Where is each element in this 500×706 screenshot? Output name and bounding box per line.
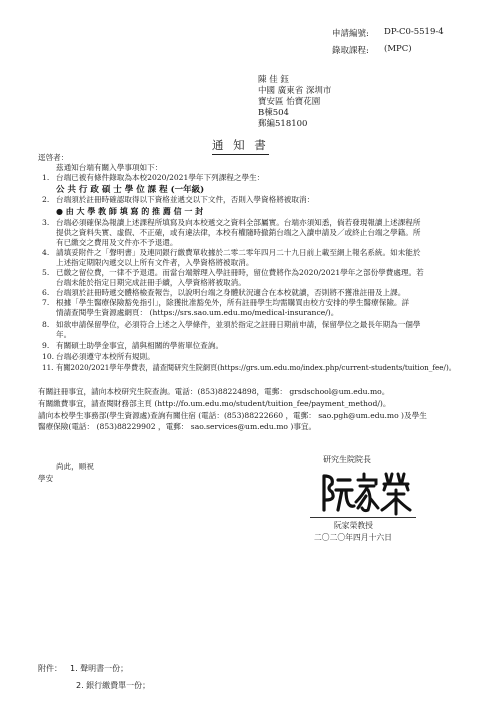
list-item: 4. 請填妥附件之「聲明書」及連同銀行繳費單收據於二零二零年四月二十九日前上載至網上報名系統。如未能於 [42,248,421,257]
admission-type: (MPC) [384,44,412,54]
list-item: 6. 台端須於註冊時遞交體格檢查報告，以說明台端之身體狀況適合在本校就讀，否則將不獲准註冊及上課。 [42,288,406,297]
list-item: 有已繳交之費用及文件亦不予退還。 [56,238,178,247]
closing-line: 尚此，順祝 [56,462,94,471]
list-item: 1. 台端已被有條件錄取為本校2020/2021學年下列課程之學生： [42,173,265,182]
list-item: 7. 根據「學生醫療保險豁免指引」，除獲批准豁免外，所有註冊學生均需購買由校方安排的學生醫療保險。詳 [42,298,410,307]
recipient-name: 陳 佳 鈺 [258,75,289,85]
list-item: 上述指定期限內遞交以上所有文件者，入學資格將被取消。 [56,258,254,267]
handwritten-signature [318,466,414,522]
application-no: DP-C0-5519-4 [384,27,444,37]
list-item: 台端未能於指定日期完成註冊手續，入學資格將被取消。 [56,278,246,287]
list-item: 3. 台端必須確保為報讀上述課程所填寫及向本校遞交之資料全部屬實。台端亦須知悉，倘若發現報讀上述課程所 [42,218,421,227]
attachment-item: 2. 銀行繳費單一份； [76,681,151,690]
recipient-address-line: 中國 廣東省 深圳市 [258,86,332,96]
application-no-label: 申請編號: [332,29,369,39]
list-item: 提供之資料失實、虛假、不正確，或有違法律，本校有權隨時撤銷台端之入讀申請及／或終止台端之學籍。所 [56,228,421,237]
list-item: 9. 有關碩士助學金事宜，請與相關的學術單位查詢。 [42,341,224,350]
intro: 茲通知台端有關入學事項如下： [56,163,163,172]
salutation: 逕啓者： [38,153,69,162]
recipient-address-line: 郵編518100 [258,119,308,129]
signature-line [310,517,416,518]
contact-registration: 有關註冊事宜，請向本校研究生院查詢。電話：(853)88224898，電郵： grsdschool@um.edu.mo。 [38,387,390,396]
list-item: 5. 已繳之留位費，一律不予退還。而當台端辦理入學註冊時，留位費將作為2020/2021學年之部份學費處理。若 [42,268,424,277]
admission-type-label: 錄取課程: [332,46,369,56]
contact-insurance: 醫療保險(電話： (853)88229902 ，電郵： sao.services@um.edu.mo )事宜。 [38,422,317,431]
list-item: 10. 台端必須遵守本校所有規則。 [42,352,155,361]
contact-fees: 有關繳費事宜，請查閱財務部主頁 (http://fo.um.edu.mo/student/tuition_fee/payment_method/)。 [38,399,391,408]
list-item: 2. 台端須於註冊時確認取得以下資格並遞交以下文件，否則入學資格將被取消： [42,195,315,204]
notice-date: 二〇二〇年四月十六日 [314,533,392,542]
contact-housing: 請向本校學生事務部(學生資源處)查詢有關住宿 (電話：(853)88222660 ，電郵： sao.pgh@um.edu.mo )及學生 [38,411,427,420]
list-item: 11. 有關2020/2021學年學費表，請查閱研究生院網頁(https://grs.um.edu.mo/index.php/current-students/tuition_fee/)。 [42,363,456,372]
program-name: 公 共 行 政 碩 士 學 位 課 程 (一年級) [56,185,205,195]
recipient-address-line: B棟504 [258,108,289,118]
attachment-item: 1. 聲明書一份； [70,664,129,673]
closing-line: 學安 [38,474,54,483]
attachments-label: 附件： [38,664,62,673]
signatory-title: 研究生院院長 [323,455,371,464]
notice-title: 通 知 書 [212,137,269,155]
recipient-address-line: 寶安區 怡寶花園 [258,97,321,107]
signatory-name: 阮家榮教授 [334,521,373,530]
requirement-item: ● 由 大 學 教 師 填 寫 的 推 薦 信 一 封 [56,206,204,216]
list-item: 年。 [56,330,72,339]
list-item: 情請查閱學生資源處網頁： (https://srs.sao.um.edu.mo/medical-insurance/)。 [56,308,339,317]
list-item: 8. 如欲申請保留學位，必須符合上述之入學條件，並須於指定之註冊日期前申請，保留學位之最長年期為一個學 [42,320,421,329]
